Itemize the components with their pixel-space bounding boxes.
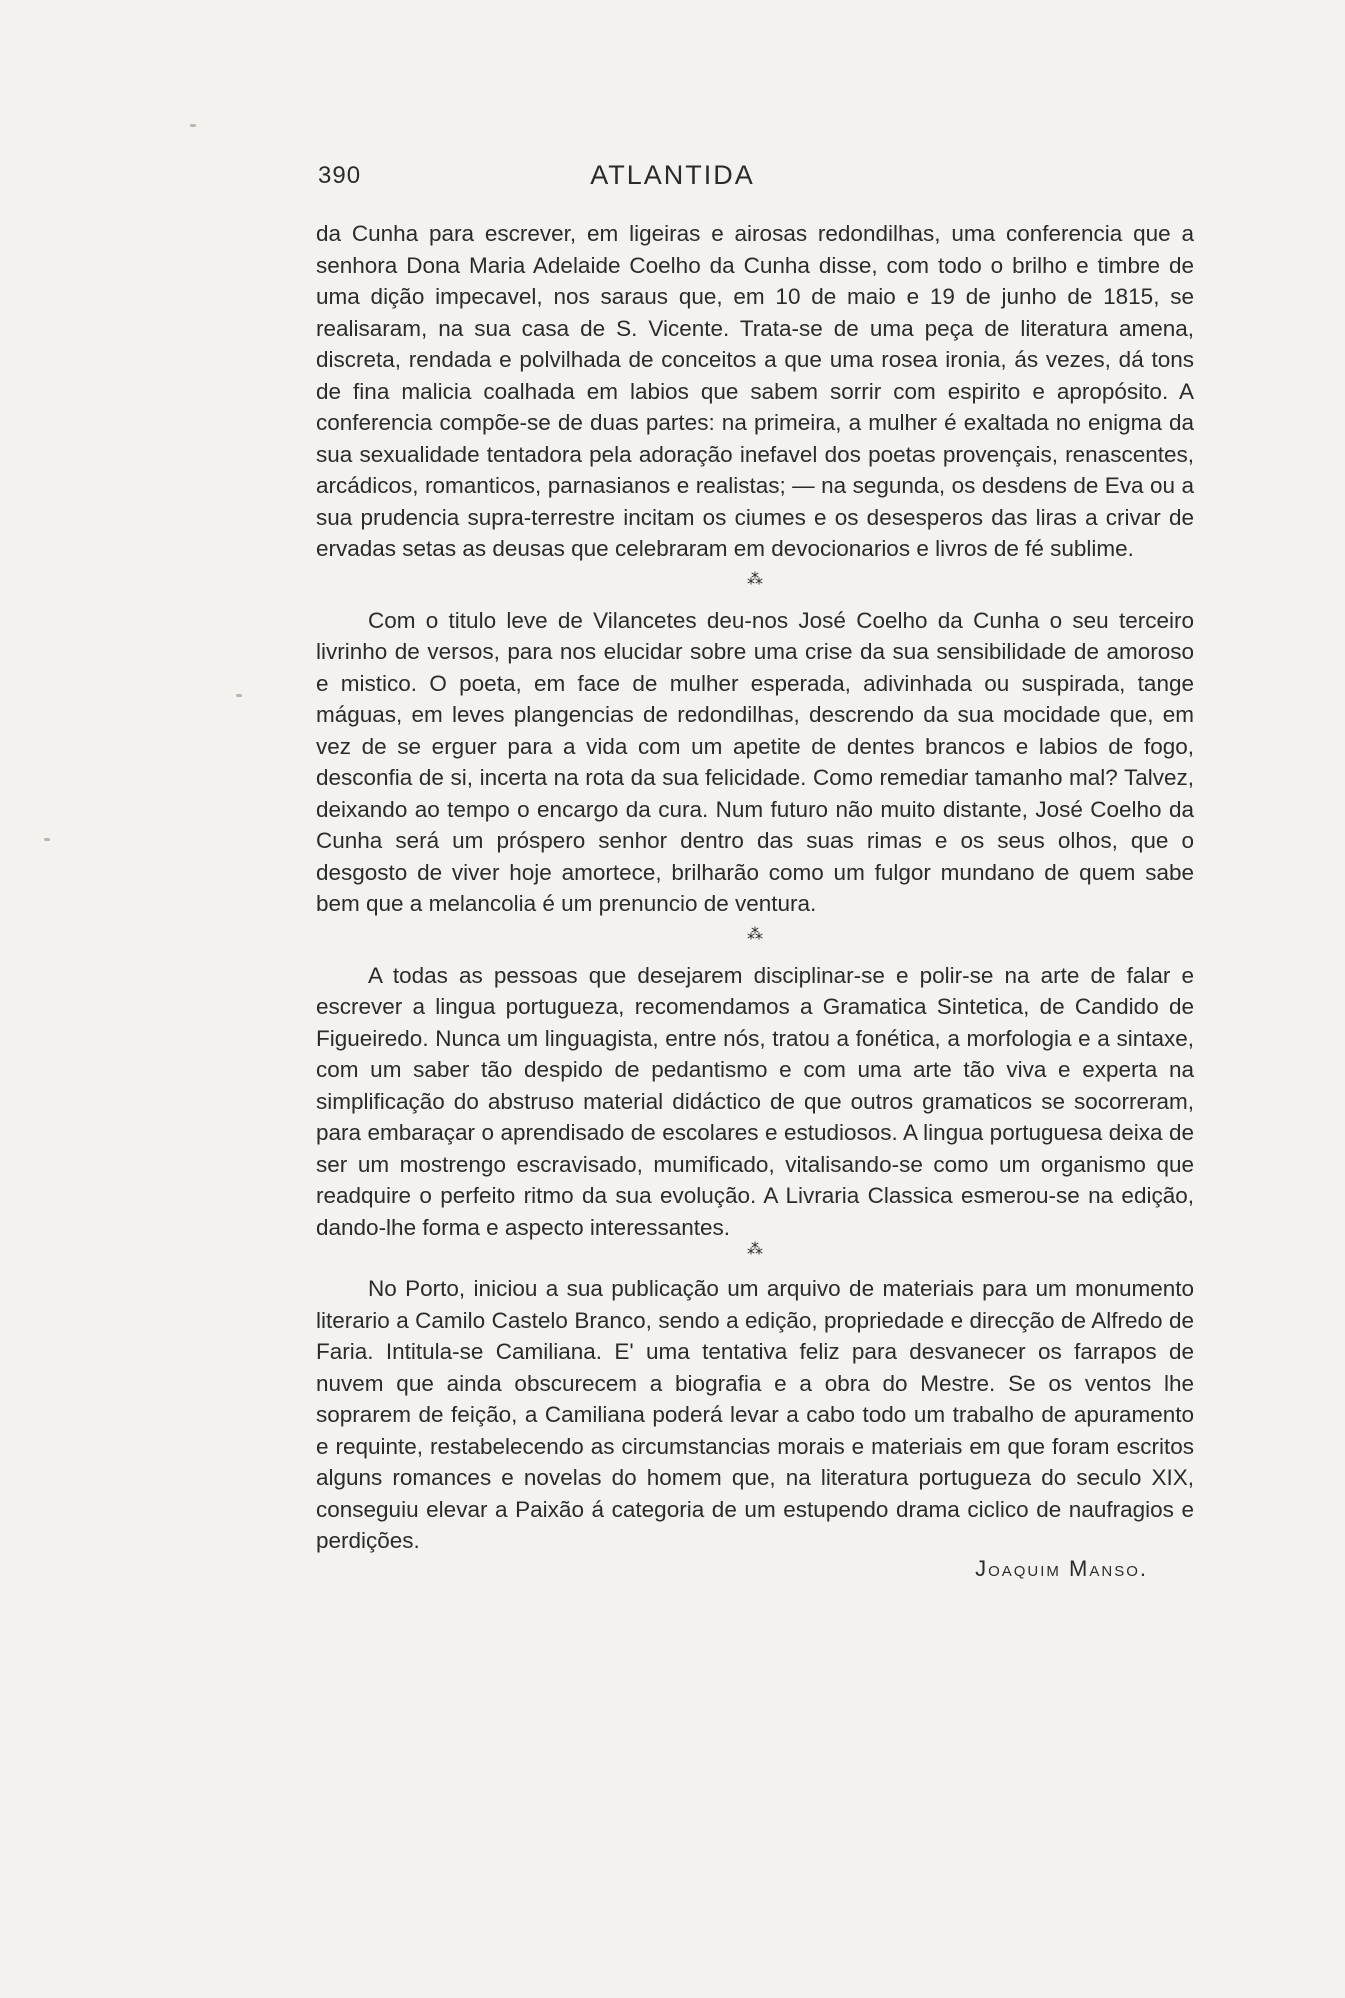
section-divider <box>316 920 1194 960</box>
author-signature: Joaquim Manso. <box>975 1555 1148 1581</box>
speck <box>190 124 196 127</box>
speck <box>236 694 242 697</box>
section-divider <box>316 565 1194 605</box>
paragraph: Com o titulo leve de Vilancetes deu-nos José Coelho da Cunha o seu terceiro livrinho de versos, para nos elucidar sobre uma crise da sua sensibilidade de amoroso e mistico. O poeta, em face de mulher esperada, adivinhada ou suspirada, tange máguas, em leves plangencias de redondilhas, descrendo da sua mocidade que, em vez de se erguer para a vida com um apetite de dentes brancos e labios de fogo, desconfia de si, incerta na rota da sua felicidade. Como remediar tamanho mal? Talvez, deixando ao tempo o encargo da cura. Num futuro não muito distante, José Coelho da Cunha será um próspero senhor dentro das suas rimas e os seus olhos, que o desgosto de viver hoje amortece, brilharão como um fulgor mundano de quem sabe bem que a melancolia é um prenuncio de ventura. <box>316 607 1194 916</box>
running-head: ATLANTIDA <box>590 160 755 190</box>
asterism-glyph: ⁂ <box>747 1241 763 1258</box>
paragraph: da Cunha para escrever, em ligeiras e airosas redondilhas, uma conferencia que a senhora Dona Maria Adelaide Coelho da Cunha disse, com todo o brilho e timbre de uma dição impecavel, nos saraus que, em 10 de maio e 19 de junho de 1815, se realisaram, na sua casa de S. Vicente. Trata-se de uma peça de literatura amena, discreta, rendada e polvilhada de conceitos a que uma rosea ironia, ás vezes, dá tons de fina malicia coalhada em labios que sabem sorrir com espirito e apropósito. A conferencia compõe-se de duas partes: na primeira, a mulher é exaltada no enigma da sua sexualidade tentadora pela adoração inefavel dos poetas provençais, renascentes, arcádicos, romanticos, parnasianos e realistas; — na segunda, os desdens de Eva ou a sua prudencia supra-terrestre incitam os ciumes e os desesperos das liras a crivar de ervadas setas as deusas que celebraram em devocionarios e livros de fé sublime. <box>316 221 1194 561</box>
page-number: 390 <box>318 162 362 189</box>
speck <box>44 838 50 841</box>
article-body <box>316 218 1194 1584</box>
asterism-glyph: ⁂ <box>747 925 763 943</box>
section-divider <box>316 1243 1194 1273</box>
asterism-glyph: ⁂ <box>747 570 763 588</box>
paragraph: No Porto, iniciou a sua publicação um arquivo de materiais para um monumento literario a Camilo Castelo Branco, sendo a edição, propriedade e direcção de Alfredo de Faria. Intitula-se Camiliana. E' uma tentativa feliz para desvanecer os farrapos de nuvem que ainda obscurecem a biografia e a obra do Mestre. Se os ventos lhe soprarem de feição, a Camiliana poderá levar a cabo todo um trabalho de apuramento e requinte, restabelecendo as circumstancias morais e materiais em que foram escritos alguns romances e novelas do homem que, na literatura portugueza do seculo XIX, conseguiu elevar a Paixão á categoria de um estupendo drama ciclico de naufragios e perdições. <box>316 1276 1194 1553</box>
paragraph: A todas as pessoas que desejarem disciplinar-se e polir-se na arte de falar e escrever a lingua portugueza, recomendamos a Gramatica Sintetica, de Candido de Figueiredo. Nunca um linguagista, entre nós, tratou a fonética, a morfologia e a sintaxe, com um saber tão despido de pedantismo e com uma arte tão viva e experta na simplificação do abstruso material didáctico de que outros gramaticos se socorreram, para embaraçar o aprendisado de escolares e estudiosos. A lingua portuguesa deixa de ser um mostrengo escravisado, mumificado, vitalisando-se como um organismo que readquire o perfeito ritmo da sua evolução. A Livraria Classica esmerou-se na edição, dando-lhe forma e aspecto interessantes. <box>316 962 1194 1240</box>
